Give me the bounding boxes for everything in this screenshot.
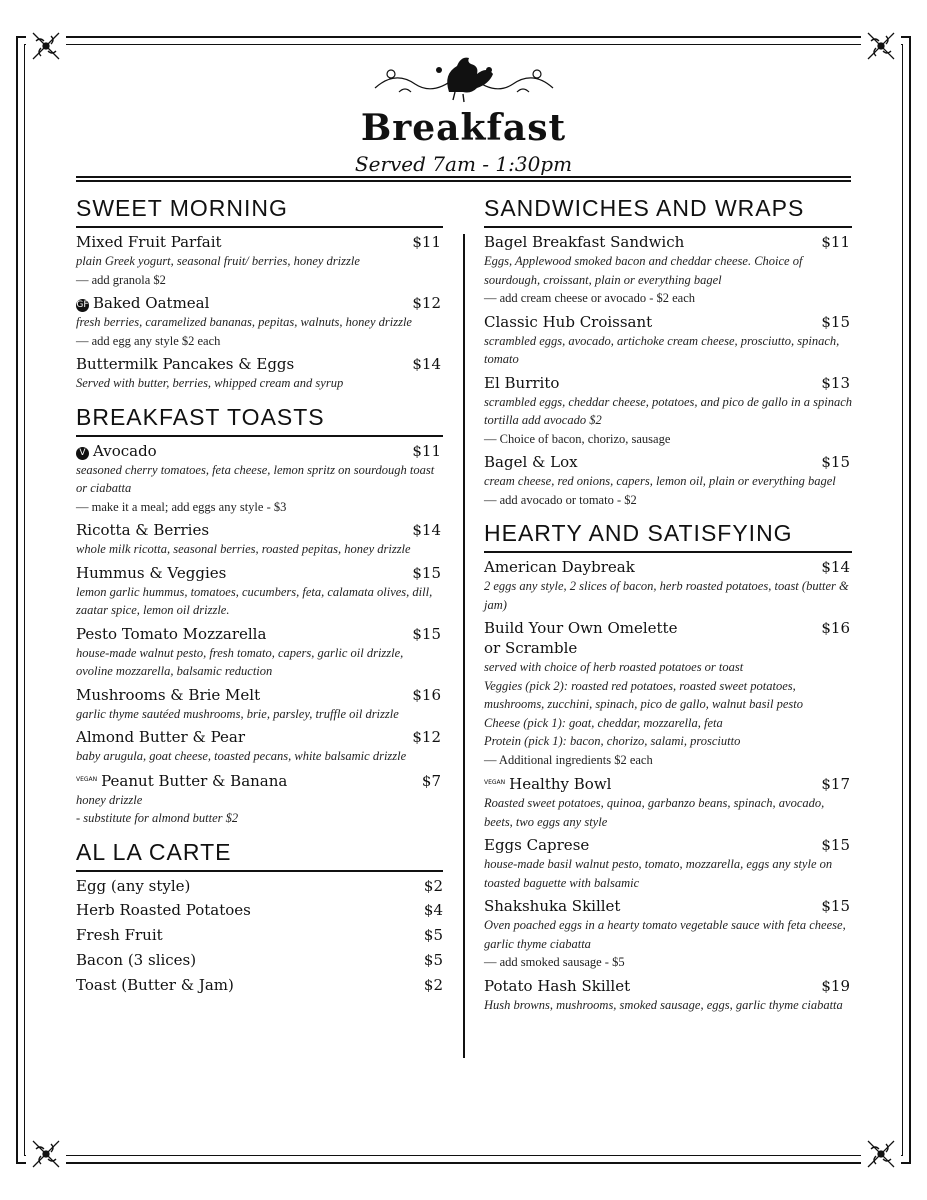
page-subtitle: Served 7am - 1:30pm <box>354 152 573 176</box>
item-description: cream cheese, red onions, capers, lemon oil, plain or everything bagel <box>484 474 836 488</box>
item-name: Pesto Tomato Mozzarella <box>76 624 267 643</box>
menu-item <box>484 452 852 509</box>
item-price: $2 <box>423 876 443 895</box>
item-addon: — add cream cheese or avocado - $2 each <box>484 291 695 305</box>
item-description: Oven poached eggs in a hearty tomato vegetable sauce with feta cheese, garlic thyme ciabatta <box>484 918 846 951</box>
item-name: Baked Oatmeal <box>93 294 210 312</box>
item-name: Bagel & Lox <box>484 453 578 471</box>
floral-corner-ornament-icon <box>861 1134 901 1174</box>
item-name: Bagel Breakfast Sandwich <box>484 233 685 251</box>
item-price: $14 <box>412 355 441 373</box>
item-description: baby arugula, goat cheese, toasted pecans, white balsamic drizzle <box>76 749 407 763</box>
item-addon: — add granola $2 <box>76 272 166 287</box>
item-price: $11 <box>821 233 850 251</box>
item-price: $12 <box>412 294 441 312</box>
header-double-rule <box>76 176 851 182</box>
section-sweet-morning <box>76 192 443 393</box>
menu-item <box>484 557 852 614</box>
section-al-la-carte <box>76 836 443 998</box>
section-title: AL LA CARTE <box>76 836 443 872</box>
item-price: $17 <box>821 775 850 793</box>
menu-item <box>484 773 852 831</box>
section-breakfast-toasts <box>76 401 443 828</box>
section-title: BREAKFAST TOASTS <box>76 401 443 437</box>
menu-item <box>484 232 852 308</box>
item-description: Hush browns, mushrooms, smoked sausage, eggs, garlic thyme ciabatta <box>484 997 843 1012</box>
item-description: Served with butter, berries, whipped cream and syrup <box>76 376 344 390</box>
item-price: $2 <box>423 975 443 994</box>
carte-item <box>76 923 443 948</box>
item-description: plain Greek yogurt, seasonal fruit/ berries, honey drizzle <box>76 254 360 268</box>
item-price: $15 <box>821 453 850 471</box>
item-description: fresh berries, caramelized bananas, pepitas, walnuts, honey drizzle <box>76 315 412 329</box>
item-name: Hummus & Veggies <box>76 563 227 582</box>
item-price: $15 <box>412 563 441 582</box>
vegan-icon: VEGAN <box>76 775 98 783</box>
menu-item <box>484 835 852 892</box>
item-name: Fresh Fruit <box>76 926 163 945</box>
item-description: Roasted sweet potatoes, quinoa, garbanzo beans, spinach, avocado, beets, two eggs any style <box>484 796 825 829</box>
carte-item <box>76 874 443 899</box>
menu-item <box>76 293 443 350</box>
item-addon: — add smoked sausage - $5 <box>484 955 625 969</box>
section-hearty-and-satisfying <box>484 517 852 1014</box>
item-price: $15 <box>821 312 850 331</box>
item-description-veggies: Veggies (pick 2): roasted red potatoes, roasted sweet potatoes, mushrooms, zucchini, spinach, pico de gallo, walnut basil pesto <box>484 678 803 711</box>
item-price: $15 <box>821 836 850 854</box>
item-addon: — add avocado or tomato - $2 <box>484 492 637 507</box>
item-price: $7 <box>421 771 441 790</box>
item-name: American Daybreak <box>484 558 635 576</box>
menu-item <box>76 520 443 559</box>
menu-item <box>76 770 443 828</box>
item-price: $11 <box>412 233 441 251</box>
floral-corner-ornament-icon <box>26 1134 66 1174</box>
item-addon: — Choice of bacon, chorizo, sausage <box>484 431 671 446</box>
item-addon: — add egg any style $2 each <box>76 333 221 348</box>
item-name: Herb Roasted Potatoes <box>76 901 251 920</box>
item-name-line-2: or Scramble <box>484 639 578 657</box>
item-description: served with choice of herb roasted potatoes or toast <box>484 660 744 674</box>
item-price: $16 <box>412 685 441 704</box>
section-sandwiches-and-wraps <box>484 192 852 509</box>
item-description: whole milk ricotta, seasonal berries, roasted pepitas, honey drizzle <box>76 542 411 556</box>
menu-item <box>76 624 443 681</box>
item-description-cheese: Cheese (pick 1): goat, cheddar, mozzarella, feta <box>484 715 723 730</box>
item-name: Healthy Bowl <box>509 775 612 793</box>
left-column <box>76 192 443 1005</box>
section-title: SANDWICHES AND WRAPS <box>484 192 852 228</box>
vegetarian-icon: V <box>76 447 89 460</box>
item-addon: - substitute for almond butter $2 <box>76 811 239 825</box>
carte-item <box>76 948 443 973</box>
menu-item <box>76 727 443 766</box>
menu-header <box>0 48 927 176</box>
section-title: SWEET MORNING <box>76 192 443 228</box>
item-description: house-made basil walnut pesto, tomato, mozzarella, eggs any style on toasted baguette with balsamic <box>484 857 833 890</box>
item-price: $5 <box>423 950 443 969</box>
item-name: Toast (Butter & Jam) <box>76 975 234 994</box>
item-name: Mushrooms & Brie Melt <box>76 685 261 704</box>
rooster-vine-ornament-icon <box>369 48 559 106</box>
item-description: house-made walnut pesto, fresh tomato, capers, garlic oil drizzle, ovoline mozzarella, balsamic reduction <box>76 645 404 678</box>
item-description: Eggs, Applewood smoked bacon and cheddar cheese. Choice of sourdough, croissant, plain or everything bagel <box>484 254 803 287</box>
item-price: $13 <box>821 373 850 392</box>
item-name: Mixed Fruit Parfait <box>76 233 222 251</box>
menu-item <box>76 563 443 620</box>
menu-item <box>484 312 852 369</box>
item-description: honey drizzle <box>76 792 143 807</box>
menu-item <box>484 976 852 1015</box>
carte-item <box>76 898 443 923</box>
menu-item <box>484 618 852 769</box>
item-price: $14 <box>412 521 441 539</box>
menu-item <box>484 373 852 449</box>
right-column <box>484 192 852 1022</box>
carte-item <box>76 973 443 998</box>
item-name: Classic Hub Croissant <box>484 312 653 331</box>
item-name: Avocado <box>93 441 157 460</box>
item-name: Shakshuka Skillet <box>484 897 621 915</box>
item-name: Buttermilk Pancakes & Eggs <box>76 355 295 373</box>
item-price: $15 <box>412 624 441 643</box>
item-price: $19 <box>821 976 850 995</box>
item-price: $15 <box>821 897 850 915</box>
page-title: Breakfast <box>360 107 567 149</box>
gluten-free-icon: GF <box>76 300 89 310</box>
item-price: $11 <box>412 441 441 460</box>
item-name: Peanut Butter & Banana <box>101 771 288 790</box>
item-price: $16 <box>821 619 850 637</box>
column-divider <box>463 234 465 1058</box>
item-description: scrambled eggs, cheddar cheese, potatoes, and pico de gallo in a spinach tortilla add avocado $2 <box>484 394 852 427</box>
menu-item <box>484 896 852 972</box>
item-addon: — make it a meal; add eggs any style - $3 <box>76 499 287 514</box>
item-description: 2 eggs any style, 2 slices of bacon, herb roasted potatoes, toast (butter & jam) <box>484 579 849 612</box>
menu-item <box>76 354 443 393</box>
item-name: Almond Butter & Pear <box>76 728 245 746</box>
item-addon: — Additional ingredients $2 each <box>484 752 653 767</box>
item-description: seasoned cherry tomatoes, feta cheese, lemon spritz on sourdough toast or ciabatta <box>76 462 435 495</box>
item-description-protein: Protein (pick 1): bacon, chorizo, salami, prosciutto <box>484 734 741 748</box>
item-name: Potato Hash Skillet <box>484 976 631 995</box>
item-price: $4 <box>423 901 443 920</box>
item-name: Ricotta & Berries <box>76 521 210 539</box>
item-price: $12 <box>412 728 441 746</box>
menu-item <box>76 685 443 724</box>
vegan-icon: VEGAN <box>484 779 506 786</box>
item-price: $14 <box>821 558 850 576</box>
item-name: Egg (any style) <box>76 876 191 895</box>
item-name: El Burrito <box>484 373 560 392</box>
section-title: HEARTY AND SATISFYING <box>484 517 852 553</box>
item-name: Build Your Own Omelette <box>484 619 678 637</box>
menu-item <box>76 441 443 517</box>
item-name: Eggs Caprese <box>484 836 590 854</box>
item-description: lemon garlic hummus, tomatoes, cucumbers, feta, calamata olives, dill, zaatar spice, lemon oil drizzle. <box>76 584 433 617</box>
item-description: scrambled eggs, avocado, artichoke cream cheese, prosciutto, spinach, tomato <box>484 333 840 366</box>
menu-item <box>76 232 443 289</box>
item-name: Bacon (3 slices) <box>76 950 197 969</box>
item-price: $5 <box>423 926 443 945</box>
item-description: garlic thyme sautéed mushrooms, brie, parsley, truffle oil drizzle <box>76 706 399 721</box>
